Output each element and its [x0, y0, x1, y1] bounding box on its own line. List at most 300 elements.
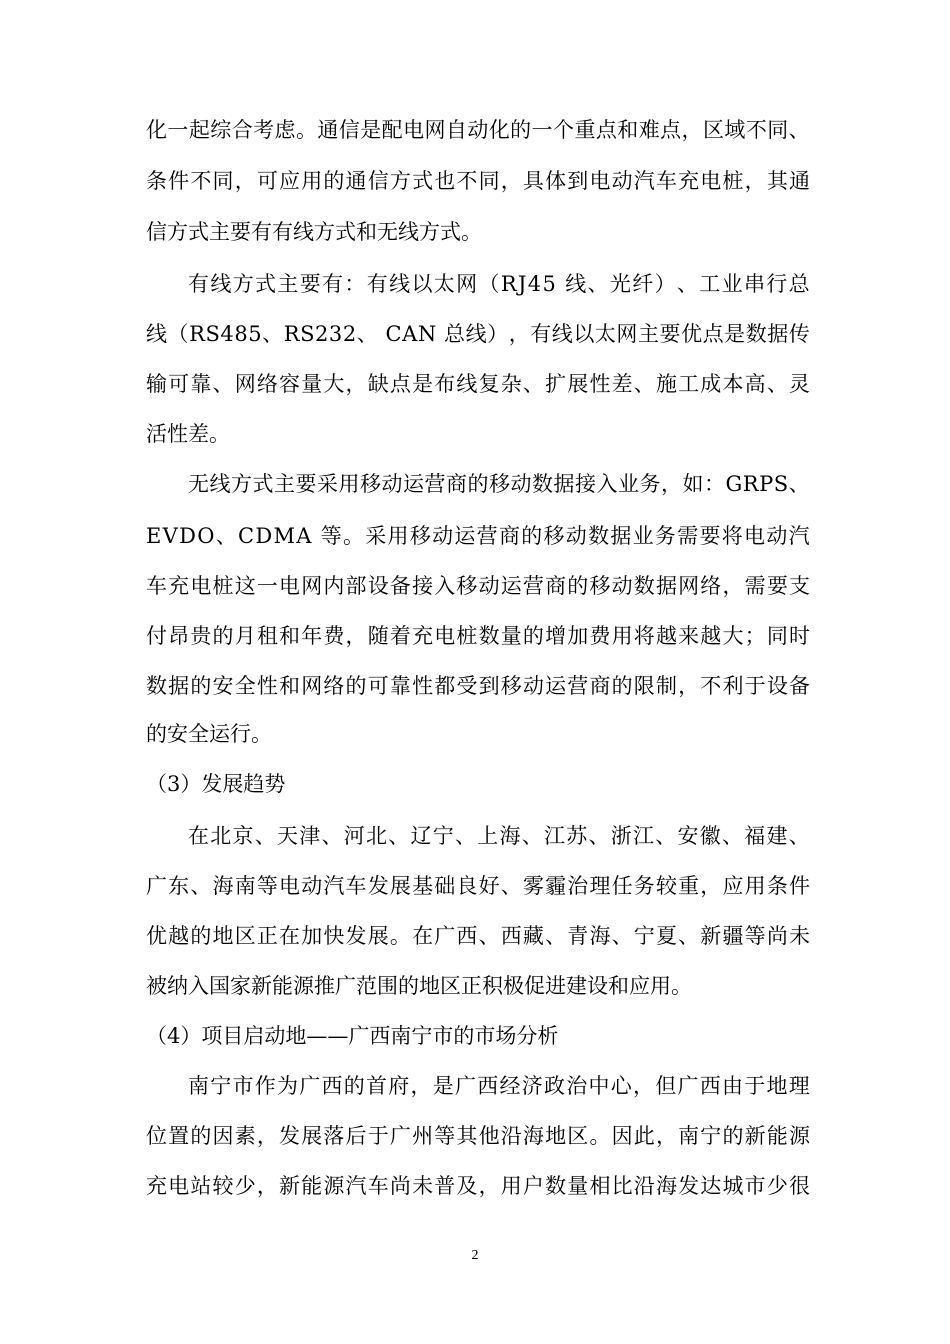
- glyph: 5: [542, 272, 556, 296]
- glyph: ，: [681, 118, 703, 142]
- text-line: 信方式主要有有线方式和无线方式。: [146, 220, 482, 244]
- glyph: 电: [744, 524, 766, 548]
- glyph: 桩: [456, 624, 478, 648]
- glyph: 运: [545, 674, 567, 698]
- glyph: 是: [724, 322, 746, 346]
- glyph: 发: [345, 924, 367, 948]
- glyph: （: [167, 322, 189, 346]
- glyph: 宁: [432, 824, 454, 848]
- glyph: 灵: [788, 372, 810, 396]
- glyph: 是: [432, 1074, 454, 1098]
- glyph: 较: [212, 1174, 234, 1198]
- glyph: 于: [367, 1124, 389, 1148]
- glyph: 性: [256, 674, 278, 698]
- glyph: ：: [344, 272, 366, 296]
- glyph: 如: [682, 472, 704, 496]
- glyph: 合: [231, 118, 253, 142]
- glyph: 复: [478, 372, 500, 396]
- glyph: ，: [700, 874, 722, 898]
- glyph: 要: [295, 472, 317, 496]
- glyph: 市: [744, 1174, 766, 1198]
- glyph: R: [500, 272, 517, 296]
- glyph: 展: [367, 924, 389, 948]
- glyph: 体: [545, 169, 567, 193]
- glyph: 源: [788, 1124, 810, 1148]
- glyph: 应: [722, 874, 744, 898]
- glyph: 治: [567, 874, 589, 898]
- glyph: 很: [788, 1174, 810, 1198]
- glyph: 应: [279, 169, 301, 193]
- glyph: 重: [678, 874, 700, 898]
- glyph: 广: [146, 874, 167, 898]
- glyph: 海: [499, 824, 521, 848]
- glyph: 作: [254, 1074, 276, 1098]
- glyph: 2: [315, 322, 329, 346]
- glyph: 难: [638, 118, 660, 142]
- glyph: 用: [338, 472, 360, 496]
- glyph: G: [725, 472, 743, 496]
- glyph: A: [296, 524, 312, 548]
- text-line: [188, 820, 810, 852]
- glyph: 太: [594, 322, 616, 346]
- glyph: 需: [744, 574, 766, 598]
- glyph: 和: [617, 118, 639, 142]
- glyph: 上: [477, 824, 499, 848]
- glyph: 线: [210, 272, 232, 296]
- glyph: 未: [412, 1174, 434, 1198]
- glyph: 式: [255, 272, 277, 296]
- glyph: 普: [434, 1174, 456, 1198]
- glyph: 以: [573, 322, 595, 346]
- glyph: 加: [567, 624, 589, 648]
- glyph: 经: [499, 1074, 521, 1098]
- glyph: 在: [188, 824, 209, 848]
- glyph: 尚: [389, 1174, 411, 1198]
- text-line: [146, 318, 810, 350]
- glyph: 、: [633, 372, 655, 396]
- glyph: 域: [724, 118, 746, 142]
- glyph: 津: [299, 824, 321, 848]
- glyph: 通: [345, 169, 367, 193]
- glyph: 新: [700, 924, 722, 948]
- glyph: 、: [522, 372, 544, 396]
- glyph: 青: [567, 924, 589, 948]
- glyph: 受: [456, 674, 478, 698]
- glyph: 商: [498, 524, 520, 548]
- glyph: 好: [478, 874, 500, 898]
- glyph: 同: [478, 169, 500, 193]
- text-line: [188, 468, 810, 500]
- glyph: 江: [633, 824, 654, 848]
- glyph: 电: [168, 1174, 190, 1198]
- glyph: 入: [434, 574, 456, 598]
- glyph: 的: [343, 1074, 365, 1098]
- glyph: O: [197, 524, 215, 548]
- glyph: 4: [220, 322, 234, 346]
- glyph: 的: [521, 524, 543, 548]
- glyph: 营: [567, 674, 589, 698]
- glyph: 支: [788, 574, 810, 598]
- glyph: 广: [389, 1124, 411, 1148]
- glyph: 用: [500, 1174, 522, 1198]
- glyph: 大: [722, 624, 744, 648]
- glyph: 到: [567, 169, 589, 193]
- glyph: 配: [381, 118, 403, 142]
- glyph: 4: [527, 272, 542, 296]
- glyph: 用: [301, 169, 323, 193]
- glyph: 优: [146, 924, 167, 948]
- glyph: 为: [277, 1074, 298, 1098]
- glyph: 少: [766, 1174, 788, 1198]
- glyph: 辽: [410, 824, 432, 848]
- glyph: 越: [168, 924, 190, 948]
- glyph: 网: [234, 372, 256, 396]
- glyph: 于: [744, 1074, 766, 1098]
- glyph: 布: [434, 372, 456, 396]
- glyph: S: [773, 472, 789, 496]
- glyph: 化: [488, 118, 510, 142]
- glyph: 、: [262, 322, 284, 346]
- glyph: 网: [301, 674, 323, 698]
- glyph: 东: [168, 874, 190, 898]
- glyph: 充: [678, 169, 700, 193]
- glyph: 因: [212, 1124, 234, 1148]
- glyph: 移: [360, 472, 381, 496]
- glyph: 治: [566, 1074, 588, 1098]
- glyph: 等: [434, 1124, 456, 1148]
- glyph: 此: [633, 1124, 655, 1148]
- text-line: [188, 1070, 810, 1102]
- glyph: 运: [454, 524, 476, 548]
- glyph: 广: [455, 1074, 476, 1098]
- glyph: 动: [565, 524, 587, 548]
- glyph: 充: [146, 1174, 167, 1198]
- glyph: 虑: [274, 118, 296, 142]
- glyph: 福: [744, 824, 766, 848]
- glyph: 条: [766, 874, 788, 898]
- glyph: 本: [722, 372, 744, 396]
- glyph: 其: [456, 1124, 478, 1148]
- glyph: 电: [434, 624, 456, 648]
- glyph: 网: [301, 574, 323, 598]
- glyph: 网: [678, 574, 700, 598]
- glyph: 础: [434, 874, 456, 898]
- glyph: 良: [456, 874, 478, 898]
- glyph: ：: [704, 472, 725, 496]
- glyph: 霾: [545, 874, 567, 898]
- glyph: 车: [146, 574, 167, 598]
- glyph: 优: [681, 322, 703, 346]
- glyph: 的: [467, 472, 489, 496]
- glyph: 要: [299, 272, 321, 296]
- text-line: [188, 268, 810, 300]
- glyph: 越: [700, 624, 722, 648]
- glyph: 运: [403, 472, 424, 496]
- glyph: 来: [678, 624, 700, 648]
- glyph: 理: [589, 874, 611, 898]
- glyph: 月: [234, 624, 256, 648]
- glyph: 点: [660, 118, 682, 142]
- glyph: 内: [323, 574, 345, 598]
- glyph: 数: [532, 472, 553, 496]
- glyph: 素: [234, 1124, 256, 1148]
- glyph: E: [146, 524, 162, 548]
- glyph: 用: [744, 874, 766, 898]
- glyph: S: [300, 322, 315, 346]
- glyph: 充: [412, 624, 434, 648]
- glyph: 式: [252, 472, 274, 496]
- glyph: 、: [722, 824, 743, 848]
- glyph: 、: [587, 272, 609, 296]
- glyph: 、: [766, 372, 788, 396]
- glyph: 不: [190, 169, 212, 193]
- glyph: 移: [456, 574, 478, 598]
- glyph: M: [273, 524, 295, 548]
- glyph: ）: [487, 322, 509, 346]
- glyph: 西: [321, 1074, 343, 1098]
- glyph: 广: [299, 1074, 321, 1098]
- glyph: 未: [788, 924, 810, 948]
- glyph: 正: [256, 924, 278, 948]
- glyph: 点: [389, 372, 411, 396]
- glyph: 缺: [367, 372, 389, 396]
- glyph: 商: [545, 574, 567, 598]
- glyph: 采: [365, 524, 387, 548]
- text-line: （3）发展趋势: [146, 772, 286, 796]
- glyph: 总: [444, 322, 466, 346]
- glyph: 落: [323, 1124, 345, 1148]
- glyph: 尚: [766, 924, 788, 948]
- glyph: 地: [212, 924, 234, 948]
- glyph: 方: [231, 472, 252, 496]
- glyph: 业: [618, 472, 639, 496]
- glyph: 较: [655, 874, 677, 898]
- glyph: 西: [477, 1074, 499, 1098]
- glyph: 将: [721, 524, 743, 548]
- glyph: 北: [366, 824, 387, 848]
- glyph: V: [162, 524, 178, 548]
- glyph: 、: [356, 322, 378, 346]
- glyph: 络: [323, 674, 345, 698]
- glyph: 制: [655, 674, 677, 698]
- glyph: 量: [301, 372, 323, 396]
- glyph: 到: [478, 674, 500, 698]
- glyph: （: [478, 272, 500, 296]
- glyph: 串: [743, 272, 765, 296]
- glyph: 苏: [566, 824, 588, 848]
- glyph: [378, 318, 385, 350]
- glyph: 线: [209, 472, 231, 496]
- glyph: 容: [279, 372, 301, 396]
- glyph: 能: [301, 1174, 323, 1198]
- glyph: 入: [596, 472, 618, 496]
- glyph: 展: [389, 874, 411, 898]
- glyph: 无: [188, 472, 209, 496]
- glyph: 具: [522, 169, 544, 193]
- glyph: 同: [212, 169, 234, 193]
- glyph: 是: [412, 372, 434, 396]
- glyph: 据: [553, 472, 575, 496]
- glyph: 动: [301, 874, 323, 898]
- glyph: 方: [232, 272, 254, 296]
- glyph: 昂: [168, 624, 190, 648]
- glyph: 和: [279, 674, 301, 698]
- text-line: [146, 114, 810, 146]
- glyph: 宁: [210, 1074, 232, 1098]
- glyph: 海: [655, 1174, 677, 1198]
- glyph: 3: [328, 322, 343, 346]
- glyph: 相: [589, 1174, 611, 1198]
- glyph: 营: [424, 472, 446, 496]
- glyph: N: [417, 322, 437, 346]
- glyph: 动: [381, 472, 403, 496]
- glyph: ，: [744, 169, 766, 193]
- glyph: 达: [700, 1174, 722, 1198]
- glyph: 车: [367, 1174, 389, 1198]
- glyph: 藏: [522, 924, 544, 948]
- glyph: ，: [678, 674, 700, 698]
- glyph: 西: [500, 924, 522, 948]
- glyph: 网: [424, 118, 446, 142]
- glyph: 线: [146, 322, 167, 346]
- glyph: 考: [253, 118, 275, 142]
- glyph: 、: [788, 824, 810, 848]
- glyph: 。: [342, 524, 364, 548]
- glyph: 性: [412, 674, 434, 698]
- glyph: 不: [700, 674, 722, 698]
- glyph: 主: [277, 272, 299, 296]
- glyph: 有: [188, 272, 209, 296]
- glyph: 动: [766, 524, 788, 548]
- glyph: 动: [611, 169, 633, 193]
- glyph: R: [189, 322, 205, 346]
- glyph: 营: [476, 524, 498, 548]
- glyph: 动: [467, 118, 489, 142]
- glyph: 汽: [633, 169, 655, 193]
- glyph: 户: [522, 1174, 544, 1198]
- glyph: 条: [146, 169, 167, 193]
- glyph: 北: [210, 824, 232, 848]
- glyph: 有: [530, 322, 552, 346]
- glyph: 数: [745, 322, 767, 346]
- glyph: 有: [366, 272, 388, 296]
- glyph: 数: [146, 674, 167, 698]
- glyph: 海: [589, 924, 611, 948]
- glyph: 务: [654, 524, 676, 548]
- glyph: 5: [248, 322, 262, 346]
- glyph: 总: [788, 272, 810, 296]
- glyph: 线: [565, 272, 587, 296]
- glyph: 据: [168, 674, 190, 698]
- glyph: 及: [456, 1174, 478, 1198]
- glyph: 一: [256, 574, 278, 598]
- glyph: 的: [190, 924, 212, 948]
- glyph: 宁: [700, 1124, 722, 1148]
- glyph: 区: [702, 118, 724, 142]
- glyph: 、: [478, 924, 500, 948]
- glyph: 政: [544, 1074, 565, 1098]
- glyph: 电: [279, 574, 301, 598]
- glyph: 营: [522, 574, 544, 598]
- glyph: 京: [232, 824, 254, 848]
- text-line: 被纳入国家新能源推广范围的地区正积极促进建设和应用。: [146, 974, 692, 998]
- glyph: ，: [256, 1124, 278, 1148]
- glyph: ，: [234, 169, 256, 193]
- glyph: 基: [412, 874, 434, 898]
- glyph: 动: [611, 574, 633, 598]
- glyph: 商: [446, 472, 467, 496]
- glyph: 在: [412, 924, 434, 948]
- glyph: 等: [256, 874, 278, 898]
- glyph: 限: [633, 674, 655, 698]
- glyph: 利: [722, 674, 744, 698]
- text-line: [146, 870, 810, 902]
- glyph: 、: [212, 372, 234, 396]
- glyph: 动: [432, 524, 454, 548]
- text-line: [146, 520, 810, 552]
- glyph: 备: [389, 574, 411, 598]
- glyph: 纤: [632, 272, 654, 296]
- glyph: 同: [766, 624, 788, 648]
- glyph: 主: [274, 472, 295, 496]
- glyph: 、: [455, 824, 476, 848]
- glyph: 站: [190, 1174, 212, 1198]
- glyph: 浙: [610, 824, 632, 848]
- glyph: ，: [633, 1074, 654, 1098]
- glyph: 建: [766, 824, 788, 848]
- glyph: 汽: [345, 1174, 367, 1198]
- glyph: 增: [545, 624, 567, 648]
- glyph: 个: [553, 118, 575, 142]
- text-line: [146, 920, 810, 952]
- glyph: 南: [234, 874, 256, 898]
- glyph: 重: [574, 118, 596, 142]
- glyph: 将: [633, 624, 655, 648]
- text-line: [146, 620, 810, 652]
- glyph: S: [205, 322, 220, 346]
- glyph: 大: [323, 372, 345, 396]
- glyph: 广: [677, 1074, 699, 1098]
- glyph: 电: [700, 169, 722, 193]
- glyph: 安: [677, 824, 699, 848]
- glyph: 的: [567, 574, 589, 598]
- glyph: 综: [210, 118, 232, 142]
- glyph: 可: [256, 169, 278, 193]
- glyph: 沿: [633, 1174, 655, 1198]
- glyph: 比: [611, 1174, 633, 1198]
- glyph: 不: [456, 169, 478, 193]
- glyph: 雾: [522, 874, 544, 898]
- glyph: 、: [190, 874, 212, 898]
- glyph: 、: [388, 824, 410, 848]
- glyph: 用: [611, 624, 633, 648]
- glyph: ，: [655, 1124, 677, 1148]
- glyph: 任: [611, 874, 633, 898]
- glyph: 性: [589, 372, 611, 396]
- glyph: 由: [722, 1074, 743, 1098]
- glyph: 电: [403, 118, 425, 142]
- glyph: 以: [411, 272, 433, 296]
- glyph: 区: [234, 924, 256, 948]
- glyph: 自: [445, 118, 467, 142]
- glyph: 络: [700, 574, 722, 598]
- glyph: R: [742, 472, 759, 496]
- glyph: 太: [433, 272, 455, 296]
- glyph: 市: [232, 1074, 254, 1098]
- glyph: 点: [595, 118, 617, 142]
- glyph: 贵: [190, 624, 212, 648]
- glyph: 网: [456, 272, 478, 296]
